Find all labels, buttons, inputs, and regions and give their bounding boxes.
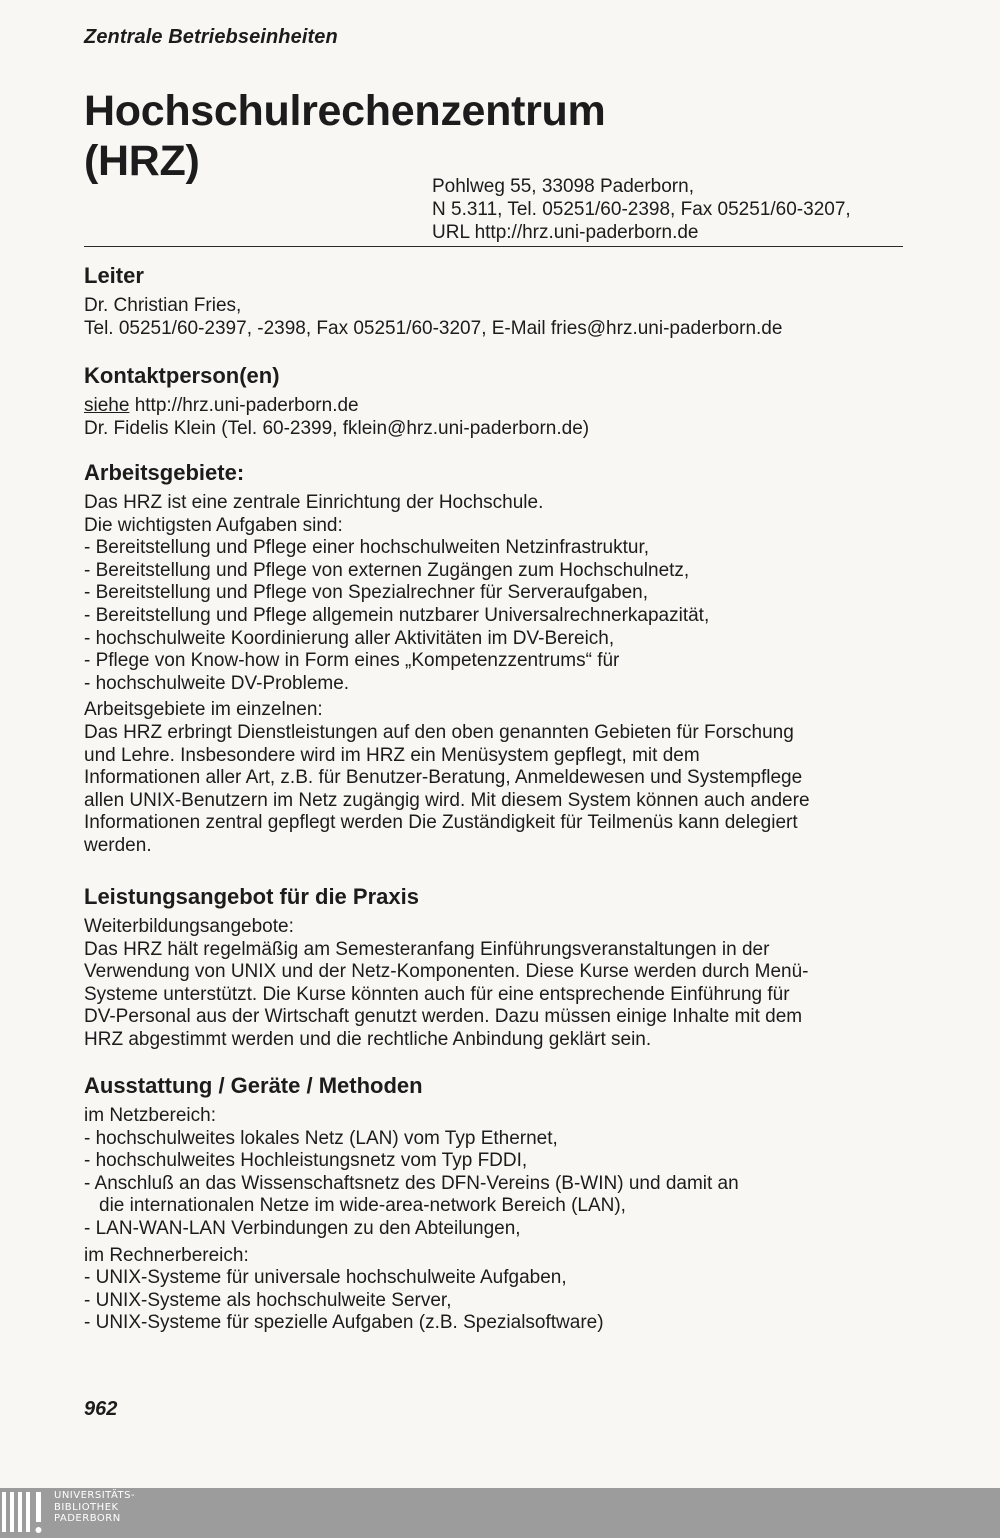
paragraph-line: werden. [84,834,152,856]
paragraph-line: Informationen zentral gepflegt werden Die Zuständigkeit für Teilmenüs kann delegiert [84,812,798,834]
library-name-line: PADERBORN [54,1513,121,1524]
library-name-line: UNIVERSITÄTS- [54,1490,136,1501]
address-url: URL http://hrz.uni-paderborn.de [432,222,699,243]
sub-heading: im Rechnerbereich: [84,1244,249,1266]
sub-heading: Weiterbildungsangebote: [84,916,294,937]
paragraph-line: Systeme unterstützt. Die Kurse könnten auch für eine entsprechende Einführung für [84,983,790,1005]
intro-line: Das HRZ ist eine zentrale Einrichtung der Hochschule. [84,492,544,513]
list-item: - UNIX-Systeme für universale hochschulweite Aufgaben, [84,1267,567,1289]
leiter-name: Dr. Christian Fries, [84,295,242,316]
list-item: - Pflege von Know-how in Form eines „Kompetenzzentrums“ für [84,650,620,672]
leiter-contact: Tel. 05251/60-2397, -2398, Fax 05251/60-3207, E-Mail fries@hrz.uni-paderborn.de [84,317,783,339]
paragraph-line: HRZ abgestimmt werden und die rechtliche Anbindung geklärt sein. [84,1028,652,1050]
paragraph-line: Das HRZ erbringt Dienstleistungen auf den oben genannten Gebieten für Forschung [84,721,794,743]
list-item: - LAN-WAN-LAN Verbindungen zu den Abteilungen, [84,1217,521,1239]
list-item: - Bereitstellung und Pflege von Spezialrechner für Serveraufgaben, [84,582,649,604]
section-ausstattung [84,1073,914,1335]
list-item: - hochschulweites lokales Netz (LAN) vom Typ Ethernet, [84,1127,558,1149]
library-name-line: BIBLIOTHEK [54,1501,119,1513]
list-item: - Anschluß an das Wissenschaftsnetz des DFN-Vereins (B-WIN) und damit an [84,1172,739,1194]
kontakt-url-line [84,395,914,418]
kontakt-person: Dr. Fidelis Klein (Tel. 60-2399, fklein@hrz.uni-paderborn.de) [84,417,590,439]
title-line-1: Hochschulrechenzentrum [84,87,606,135]
address-block [432,175,851,244]
intro-line: Die wichtigsten Aufgaben sind: [84,514,343,536]
list-item: - hochschulweite Koordinierung aller Aktivitäten im DV-Bereich, [84,627,615,649]
paragraph-line: Informationen aller Art, z.B. für Benutzer-Beratung, Anmeldewesen und Systempflege [84,767,803,789]
library-footer [0,1488,1000,1538]
page-title [84,86,605,186]
siehe-link[interactable]: siehe [84,395,130,416]
list-item: - UNIX-Systeme als hochschulweite Server, [84,1289,452,1311]
section-leistungsangebot [84,884,914,1052]
paragraph-line: Verwendung von UNIX und der Netz-Komponenten. Diese Kurse werden durch Menü- [84,961,809,983]
page-number: 962 [84,1398,118,1420]
list-item: - hochschulweite DV-Probleme. [84,672,350,694]
section-arbeitsgebiete [84,460,914,858]
section-heading: Kontaktperson(en) [84,363,280,388]
list-item: - Bereitstellung und Pflege allgemein nutzbarer Universalrechnerkapazität, [84,604,710,626]
running-head: Zentrale Betriebseinheiten [84,26,338,48]
list-item: - hochschulweites Hochleistungsnetz vom Typ FDDI, [84,1150,528,1172]
section-leiter [84,263,914,340]
section-heading: Leiter [84,263,144,288]
library-logo-icon [0,1488,50,1538]
sub-heading: im Netzbereich: [84,1105,216,1126]
list-item: - Bereitstellung und Pflege einer hochschulweiten Netzinfrastruktur, [84,537,650,559]
paragraph-line: DV-Personal aus der Wirtschaft genutzt werden. Dazu müssen einige Inhalte mit dem [84,1006,803,1028]
list-item: - Bereitstellung und Pflege von externen Zugängen zum Hochschulnetz, [84,559,690,581]
paragraph-line: Das HRZ hält regelmäßig am Semesteranfang Einführungsveranstaltungen in der [84,938,770,960]
section-kontakt [84,363,914,440]
section-heading: Leistungsangebot für die Praxis [84,884,419,909]
section-heading: Ausstattung / Geräte / Methoden [84,1073,423,1098]
sub-heading: Arbeitsgebiete im einzelnen: [84,699,323,721]
list-item-continuation: die internationalen Netze im wide-area-network Bereich (LAN), [99,1195,626,1217]
title-line-2: (HRZ) [84,137,200,185]
address-line: Pohlweg 55, 33098 Paderborn, [432,176,694,197]
library-name [54,1490,135,1525]
section-heading: Arbeitsgebiete: [84,460,245,485]
list-item: - UNIX-Systeme für spezielle Aufgaben (z.B. Spezialsoftware) [84,1312,604,1334]
paragraph-line: und Lehre. Insbesondere wird im HRZ ein Menüsystem gepflegt, mit dem [84,744,700,766]
paragraph-line: allen UNIX-Benutzern im Netz zugängig wird. Mit diesem System können auch andere [84,789,810,811]
header-divider [84,246,903,247]
address-line: N 5.311, Tel. 05251/60-2398, Fax 05251/60-3207, [432,199,851,220]
kontakt-url: http://hrz.uni-paderborn.de [129,395,359,416]
